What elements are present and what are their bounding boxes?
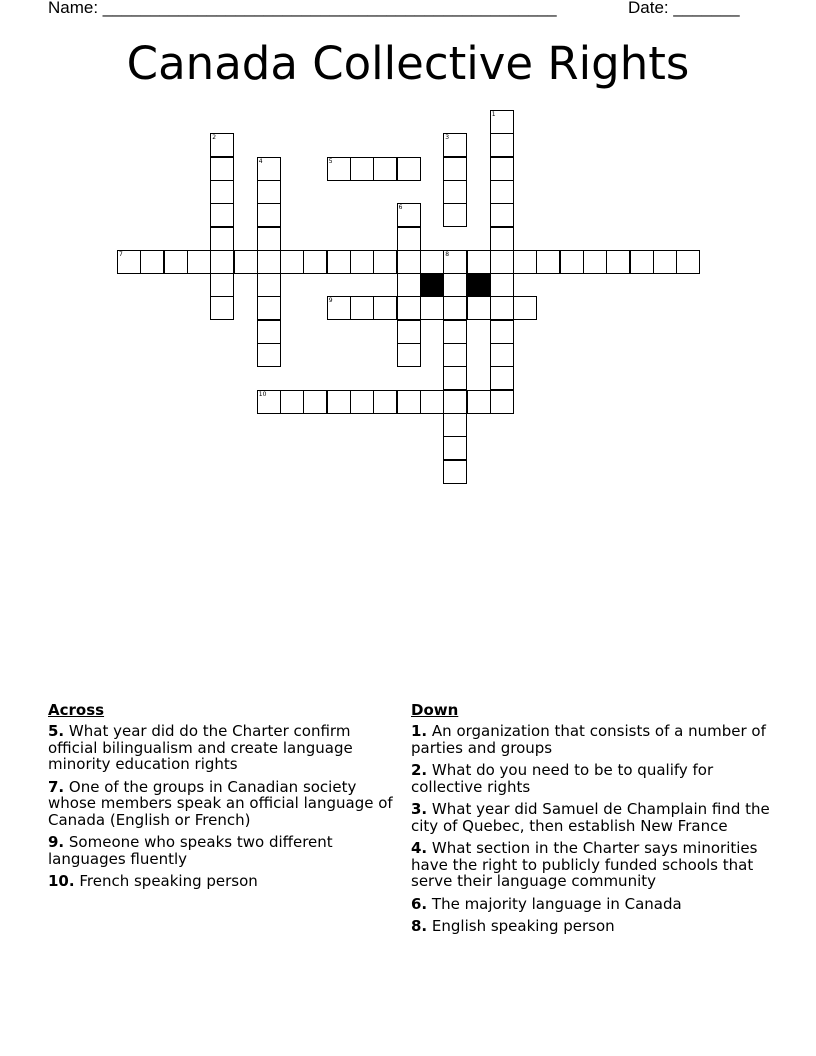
down-clue — [411, 762, 771, 795]
clue-number: 6 — [398, 204, 403, 212]
grid-cell[interactable] — [303, 250, 327, 274]
down-heading: Down — [411, 701, 459, 719]
grid-cell[interactable] — [536, 250, 560, 274]
grid-cell[interactable] — [210, 203, 234, 227]
grid-cell[interactable] — [606, 250, 630, 274]
grid-cell[interactable] — [210, 296, 234, 320]
grid-cell[interactable] — [397, 250, 421, 274]
clue-number: 4 — [258, 157, 263, 165]
name-blank[interactable]: ________________________________________________ — [102, 0, 557, 17]
grid-cell[interactable] — [443, 390, 467, 414]
grid-cell[interactable] — [327, 390, 351, 414]
down-clue — [411, 801, 771, 834]
grid-cell[interactable] — [443, 133, 467, 157]
clue-number: 5 — [328, 157, 333, 165]
clue-number: 10 — [258, 390, 267, 398]
clue-label-number: 10. — [48, 872, 75, 890]
grid-cell[interactable] — [443, 273, 467, 297]
grid-cell[interactable] — [443, 366, 467, 390]
down-clue — [411, 723, 771, 756]
grid-cell[interactable] — [676, 250, 700, 274]
clue-text: An organization that consists of a number of parties and groups — [411, 722, 766, 757]
grid-cell[interactable] — [140, 250, 164, 274]
grid-cell[interactable] — [653, 250, 677, 274]
grid-cell[interactable] — [467, 296, 491, 320]
grid-cell[interactable] — [257, 273, 281, 297]
grid-cell[interactable] — [164, 250, 188, 274]
clue-number: 8 — [445, 250, 450, 258]
grid-cell[interactable] — [327, 250, 351, 274]
clue-number: 9 — [328, 297, 333, 305]
grid-cell[interactable] — [210, 133, 234, 157]
down-clue — [411, 840, 771, 890]
grid-cell[interactable] — [513, 296, 537, 320]
grid-cell[interactable] — [210, 273, 234, 297]
grid-cell[interactable] — [257, 390, 281, 414]
grid-cell[interactable] — [397, 203, 421, 227]
grid-cell[interactable] — [373, 390, 397, 414]
clue-text: What section in the Charter says minorities have the right to publicly funded schools that serve their language community — [411, 839, 758, 890]
header-line — [48, 0, 768, 22]
grid-cell[interactable] — [257, 343, 281, 367]
grid-cell[interactable] — [490, 180, 514, 204]
clue-number: 7 — [119, 250, 123, 258]
grid-cell[interactable] — [443, 413, 467, 437]
grid-cell[interactable] — [467, 390, 491, 414]
grid-cell[interactable] — [467, 250, 491, 274]
grid-cell[interactable] — [327, 157, 351, 181]
clue-label-number: 2. — [411, 761, 428, 779]
grid-cell[interactable] — [234, 250, 258, 274]
grid-cell[interactable] — [443, 203, 467, 227]
grid-cell[interactable] — [490, 203, 514, 227]
clue-label-number: 4. — [411, 839, 428, 857]
grid-cell[interactable] — [397, 343, 421, 367]
clue-text: The majority language in Canada — [427, 894, 682, 913]
grid-cell[interactable] — [513, 250, 537, 274]
grid-cell[interactable] — [257, 250, 281, 274]
grid-cell[interactable] — [117, 250, 141, 274]
clue-number: 3 — [445, 134, 450, 142]
grid-cell[interactable] — [257, 296, 281, 320]
grid-cell[interactable] — [443, 320, 467, 344]
grid-cell[interactable] — [350, 250, 374, 274]
clue-text: Someone who speaks two different languages fluently — [48, 833, 333, 868]
grid-cell[interactable] — [443, 436, 467, 460]
grid-cell[interactable] — [210, 227, 234, 251]
grid-cell[interactable] — [373, 296, 397, 320]
grid-cell[interactable] — [327, 296, 351, 320]
clue-label-number: 9. — [48, 833, 65, 851]
across-clue-list — [48, 723, 400, 890]
grid-cell[interactable] — [397, 320, 421, 344]
page-title: Canada Collective Rights — [126, 37, 690, 90]
grid-cell[interactable] — [490, 343, 514, 367]
down-clue-list — [411, 723, 771, 935]
grid-cell[interactable] — [303, 390, 327, 414]
grid-cell[interactable] — [490, 133, 514, 157]
grid-cell[interactable] — [397, 157, 421, 181]
grid-cell[interactable] — [443, 460, 467, 484]
grid-cell[interactable] — [420, 296, 444, 320]
clue-text: What do you need to be to qualify for collective rights — [411, 761, 714, 796]
clue-label-number: 7. — [48, 777, 65, 796]
down-clue — [411, 918, 771, 935]
grid-cell-black — [467, 273, 491, 297]
grid-cell[interactable] — [397, 227, 421, 251]
grid-cell[interactable] — [257, 320, 281, 344]
clue-text: What year did do the Charter confirm official bilingualism and create language minority education rights — [48, 722, 353, 773]
grid-cell[interactable] — [210, 250, 234, 274]
grid-cell[interactable] — [257, 203, 281, 227]
clue-text: One of the groups in Canadian society whose members speak an official language of Canada (English or French) — [48, 777, 393, 829]
grid-cell[interactable] — [373, 250, 397, 274]
across-clue — [48, 834, 400, 867]
grid-cell[interactable] — [350, 296, 374, 320]
date-blank[interactable]: _______ — [673, 0, 740, 17]
grid-cell[interactable] — [257, 227, 281, 251]
grid-cell[interactable] — [560, 250, 584, 274]
grid-cell[interactable] — [630, 250, 654, 274]
down-clue — [411, 896, 771, 913]
grid-cell[interactable] — [490, 273, 514, 297]
clue-number: 2 — [212, 134, 217, 142]
grid-cell[interactable] — [280, 390, 304, 414]
date-block — [628, 0, 740, 18]
clue-label-number: 8. — [411, 917, 428, 935]
grid-cell[interactable] — [210, 180, 234, 204]
grid-cell[interactable] — [257, 157, 281, 181]
clue-number: 1 — [491, 111, 496, 118]
grid-cell[interactable] — [490, 110, 514, 134]
across-clues — [48, 701, 400, 896]
grid-cell[interactable] — [373, 157, 397, 181]
across-clue — [48, 779, 400, 829]
clue-text: French speaking person — [74, 872, 258, 890]
clue-label-number: 6. — [411, 894, 428, 913]
grid-cell[interactable] — [443, 157, 467, 181]
down-clues — [411, 701, 771, 941]
grid-cell[interactable] — [257, 180, 281, 204]
clue-text: English speaking person — [427, 917, 615, 935]
across-clue — [48, 723, 400, 773]
grid-cell[interactable] — [443, 250, 467, 274]
grid-cell[interactable] — [490, 157, 514, 181]
grid-cell[interactable] — [350, 157, 374, 181]
date-label: Date: — [628, 0, 674, 17]
grid-cell[interactable] — [490, 390, 514, 414]
grid-cell[interactable] — [397, 390, 421, 414]
grid-cell[interactable] — [583, 250, 607, 274]
grid-cell[interactable] — [490, 250, 514, 274]
grid-cell[interactable] — [280, 250, 304, 274]
name-label: Name: — [48, 0, 103, 17]
grid-cell[interactable] — [443, 180, 467, 204]
grid-cell[interactable] — [490, 296, 514, 320]
clue-label-number: 5. — [48, 722, 65, 740]
grid-cell[interactable] — [420, 250, 444, 274]
grid-cell[interactable] — [490, 227, 514, 251]
clue-label-number: 3. — [411, 800, 428, 818]
grid-cell[interactable] — [210, 157, 234, 181]
grid-cell[interactable] — [350, 390, 374, 414]
grid-cell[interactable] — [397, 296, 421, 320]
grid-cell[interactable] — [490, 366, 514, 390]
across-heading: Across — [48, 701, 105, 719]
grid-cell[interactable] — [443, 343, 467, 367]
grid-cell[interactable] — [397, 273, 421, 297]
grid-cell[interactable] — [187, 250, 211, 274]
clue-text: What year did Samuel de Champlain find the city of Quebec, then establish New France — [411, 800, 770, 835]
grid-cell[interactable] — [443, 296, 467, 320]
grid-cell-black — [420, 273, 444, 297]
grid-cell[interactable] — [420, 390, 444, 414]
grid-cell[interactable] — [490, 320, 514, 344]
clue-label-number: 1. — [411, 722, 428, 740]
across-clue — [48, 873, 400, 890]
